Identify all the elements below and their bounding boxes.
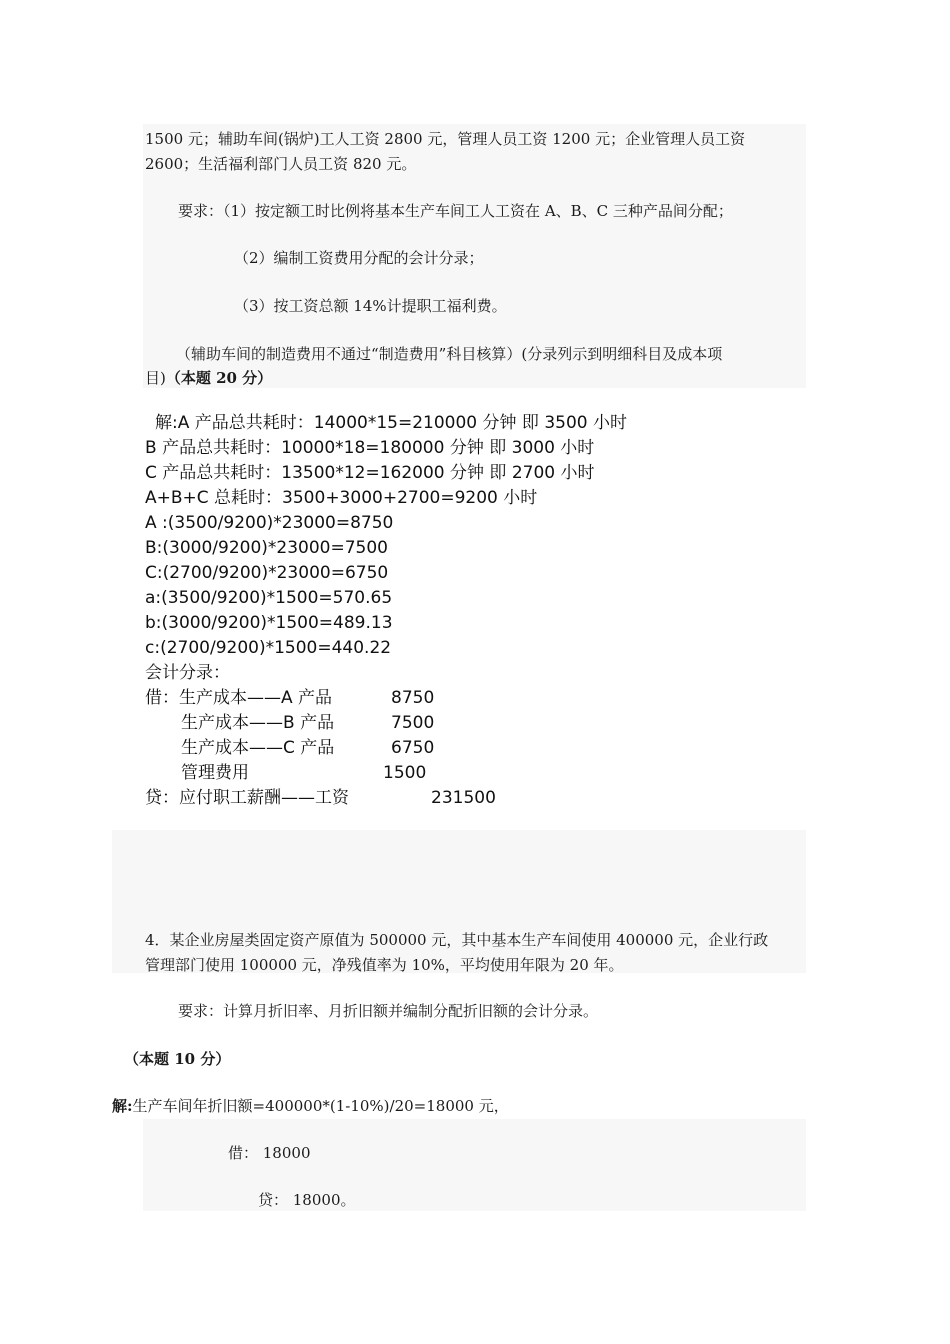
entry-label: 贷：应付职工薪酬——工资 — [145, 788, 349, 808]
entry-amount: 8750 — [391, 688, 435, 708]
entry-label: 生产成本——C 产品 — [181, 738, 335, 758]
solution4-text: 生产车间年折旧额=400000*(1-10%)/20=18000 元， — [132, 1097, 509, 1115]
solution3-line: C 产品总共耗时：13500*12=162000 分钟 即 2700 小时 — [145, 463, 595, 483]
entry-label: 生产成本——B 产品 — [181, 713, 335, 733]
solution3-line: a:(3500/9200)*1500=570.65 — [145, 588, 393, 608]
entry-label: 借：生产成本——A 产品 — [145, 688, 333, 708]
entry-amount: 6750 — [391, 738, 435, 758]
problem3-score: （本题 20 分） — [165, 369, 273, 387]
solution4-debit: 借： 18000 — [228, 1144, 311, 1162]
solution4-label: 解: — [112, 1097, 133, 1115]
problem3-req1: 要求：（1）按定额工时比例将基本生产车间工人工资在 A、B、C 三种产品间分配； — [178, 202, 733, 220]
problem3-req2: （2）编制工资费用分配的会计分录； — [234, 249, 484, 267]
solution3-line: 解:A 产品总共耗时：14000*15=210000 分钟 即 3500 小时 — [155, 413, 627, 433]
shade-block-3 — [143, 1119, 806, 1211]
solution4-line — [112, 1096, 509, 1116]
solution3-line: C:(2700/9200)*23000=6750 — [145, 563, 389, 583]
entry-amount: 7500 — [391, 713, 435, 733]
problem4-line2: 管理部门使用 100000 元，净残值率为 10%，平均使用年限为 20 年。 — [145, 956, 624, 974]
solution3-line: b:(3000/9200)*1500=489.13 — [145, 613, 393, 633]
solution3-line: A :(3500/9200)*23000=8750 — [145, 513, 394, 533]
problem3-line1: 1500 元；辅助车间(锅炉)工人工资 2800 元，管理人员工资 1200 元；企业管理人员工资 — [145, 130, 746, 148]
problem3-note1: （辅助车间的制造费用不通过“制造费用”科目核算）(分录列示到明细科目及成本项 — [176, 345, 723, 363]
solution3-line: A+B+C 总耗时：3500+3000+2700=9200 小时 — [145, 488, 538, 508]
solution4-credit: 贷： 18000。 — [258, 1191, 356, 1209]
solution3-line: c:(2700/9200)*1500=440.22 — [145, 638, 392, 658]
shade-block-2 — [112, 830, 806, 973]
solution3-line: B:(3000/9200)*23000=7500 — [145, 538, 388, 558]
solution3-line: 会计分录： — [145, 663, 230, 683]
problem4-req: 要求：计算月折旧率、月折旧额并编制分配折旧额的会计分录。 — [178, 1002, 599, 1020]
entry-label: 管理费用 — [181, 763, 249, 783]
entry-amount: 1500 — [383, 763, 427, 783]
problem3-line2: 2600；生活福利部门人员工资 820 元。 — [145, 155, 417, 173]
problem3-note2 — [145, 368, 272, 388]
solution3-line: B 产品总共耗时：10000*18=180000 分钟 即 3000 小时 — [145, 438, 595, 458]
problem4-line1: 4．某企业房屋类固定资产原值为 500000 元，其中基本生产车间使用 400000 元，企业行政 — [145, 931, 769, 949]
problem3-note2-text: 目) — [145, 369, 166, 387]
problem3-req3: （3）按工资总额 14%计提职工福利费。 — [234, 297, 507, 315]
problem4-score: （本题 10 分） — [124, 1050, 231, 1068]
entry-amount: 231500 — [431, 788, 496, 808]
